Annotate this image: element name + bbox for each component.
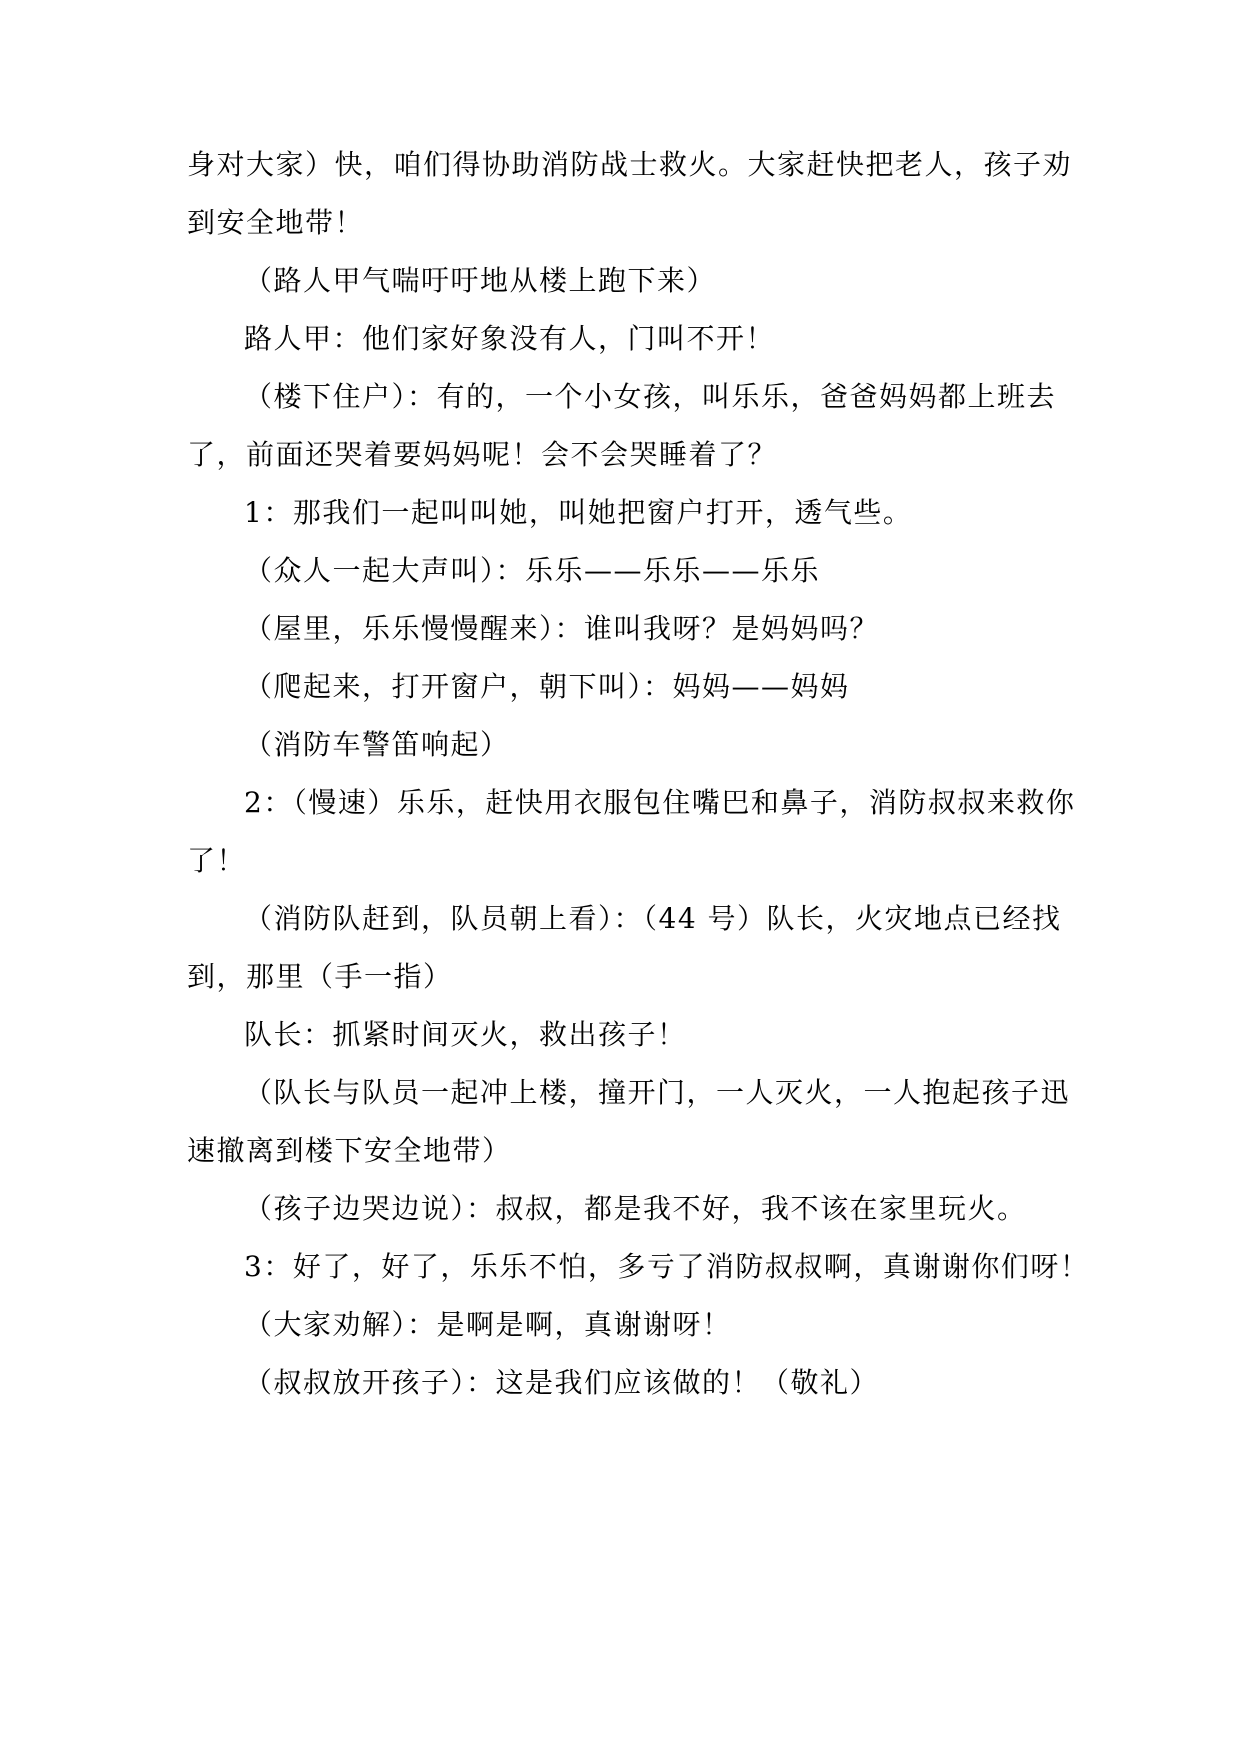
dialogue-line: （大家劝解）：是啊是啊，真谢谢呀！ xyxy=(244,1308,732,1341)
dialogue-line: （孩子边哭边说）：叔叔，都是我不好，我不该在家里玩火。 xyxy=(244,1192,1027,1225)
dialogue-line: （爬起来，打开窗户，朝下叫）：妈妈——妈妈 xyxy=(244,670,850,703)
dialogue-line: 3：好了，好了，乐乐不怕，多亏了消防叔叔啊，真谢谢你们呀！ xyxy=(244,1250,1090,1283)
dialogue-continuation-line: 到，那里（手一指） xyxy=(187,960,453,993)
dialogue-line: （消防队赶到，队员朝上看）：（44 号）队长，火灾地点已经找 xyxy=(244,902,1062,935)
dialogue-line: （屋里，乐乐慢慢醒来）：谁叫我呀？是妈妈吗？ xyxy=(244,612,880,645)
stage-direction-line: （消防车警笛响起） xyxy=(244,728,510,761)
dialogue-line: 2：（慢速）乐乐，赶快用衣服包住嘴巴和鼻子，消防叔叔来救你 xyxy=(244,786,1076,819)
dialogue-line: 队长：抓紧时间灭火，救出孩子！ xyxy=(244,1018,687,1051)
dialogue-continuation-line: 了！ xyxy=(187,844,247,877)
stage-direction-line: （队长与队员一起冲上楼，撞开门，一人灭火，一人抱起孩子迅 xyxy=(244,1076,1071,1109)
dialogue-continuation-line: 了，前面还哭着要妈妈呢！会不会哭睡着了？ xyxy=(187,438,778,471)
dialogue-line: 1：那我们一起叫叫她，叫她把窗户打开，透气些。 xyxy=(244,496,913,529)
stage-direction-line: （路人甲气喘吁吁地从楼上跑下来） xyxy=(244,264,717,297)
dialogue-line: （众人一起大声叫）：乐乐——乐乐——乐乐 xyxy=(244,554,821,587)
dialogue-line: 路人甲：他们家好象没有人，门叫不开！ xyxy=(244,322,776,355)
dialogue-line: （叔叔放开孩子）：这是我们应该做的！（敬礼） xyxy=(244,1366,880,1399)
text-line-2: 到安全地带！ xyxy=(187,206,365,239)
stage-direction-continuation-line: 速撤离到楼下安全地带） xyxy=(187,1134,512,1167)
dialogue-line: （楼下住户）：有的，一个小女孩，叫乐乐，爸爸妈妈都上班去 xyxy=(244,380,1057,413)
text-line-1: 身对大家）快，咱们得协助消防战士救火。大家赶快把老人，孩子劝 xyxy=(187,148,1073,181)
